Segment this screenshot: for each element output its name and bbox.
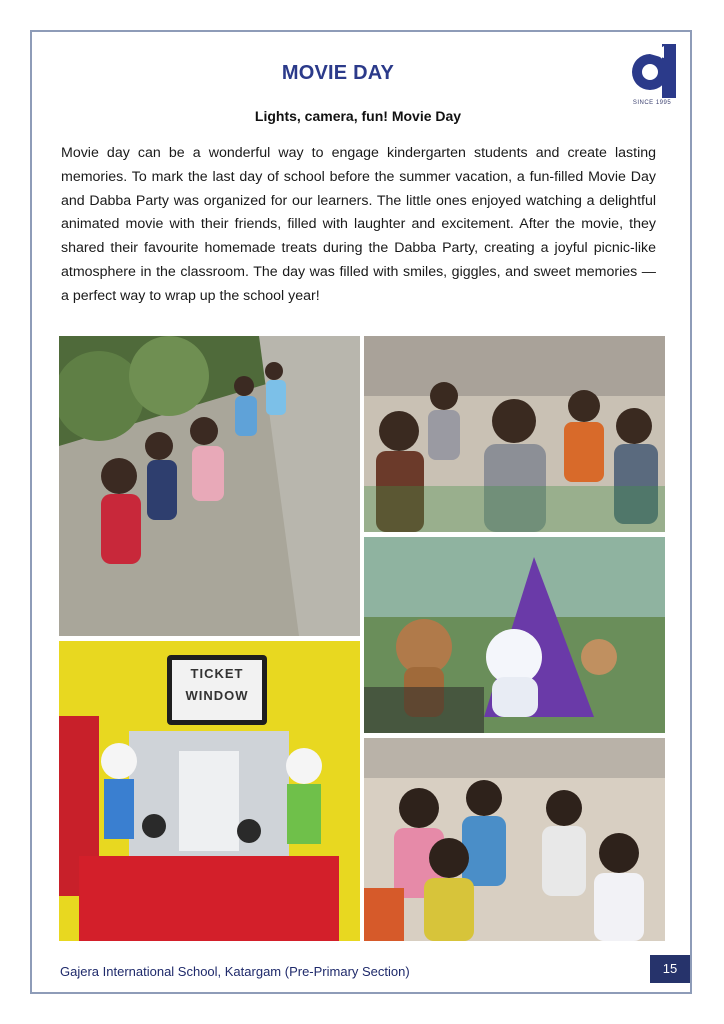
photo-kids-closeup [364,738,665,941]
article-body: Movie day can be a wonderful way to engage kindergarten students and create lasting memories. To mark the last day of school before the summer vacation, a fun-filled Movie Day and Dabba Party was organized for our learners. The little ones enjoyed watching a delightful animated movie with their friends, filled with laughter and excitement. After the movie, they shared their favourite homemade treats during the Dabba Party, creating a joyful picnic-like atmosphere in the classroom. The day was filled with smiles, giggles, and sweet memories — a perfect way to wrap up the school year! [61,145,656,304]
footer-school-name: Gajera International School, Katargam (Pre-Primary Section) [60,964,410,979]
subtitle: Lights, camera, fun! Movie Day [254,108,462,124]
school-logo [620,40,684,110]
photo-kids-seated [364,336,665,532]
logo-tagline: SINCE 1995 [632,100,672,106]
ticket-window-sign: TICKET WINDOW [185,666,249,703]
photo-movie-screen [364,537,665,733]
page-title: MOVIE DAY [281,62,395,84]
page-number: 15 [650,955,690,983]
photo-kids-walking [59,336,360,636]
photo-ticket-window [59,641,360,941]
logo-mark-icon [620,40,684,100]
